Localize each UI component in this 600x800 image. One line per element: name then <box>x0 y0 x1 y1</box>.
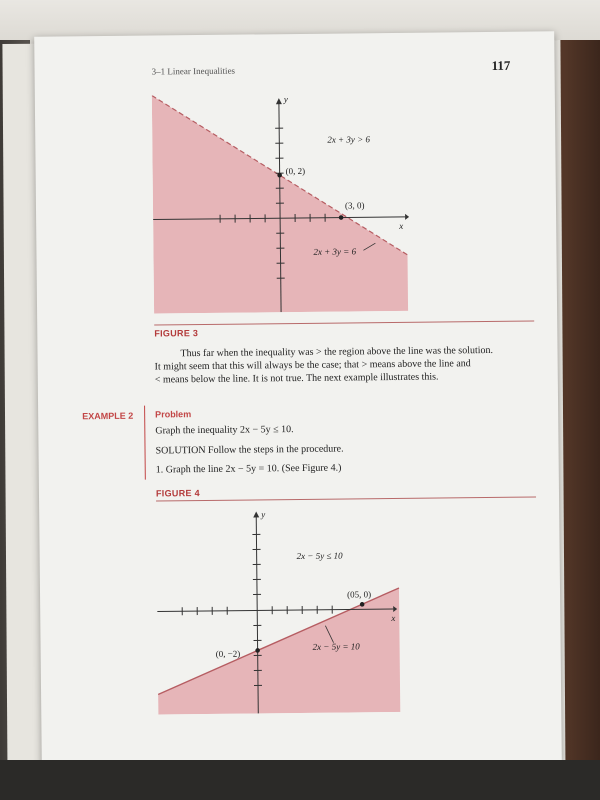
figure-3-point-b-label: (3, 0) <box>344 200 365 211</box>
figure-3-graph <box>152 93 410 314</box>
figure-4-caption: FIGURE 4 <box>155 488 200 499</box>
figure-4-point-b-label: (0, −2) <box>215 648 241 659</box>
figure-3-x-label: x <box>399 220 404 231</box>
figure-3-caption: FIGURE 3 <box>154 328 199 339</box>
paragraph-line-1: Thus far when the inequality was > the region above the line was the solution. <box>180 344 494 360</box>
paragraph <box>154 343 539 386</box>
example-label: EXAMPLE 2 <box>82 410 134 422</box>
background-bottom <box>0 760 600 800</box>
problem-title: Problem <box>155 409 192 420</box>
running-head: 3–1 Linear Inequalities <box>151 65 236 77</box>
book-page <box>34 31 562 766</box>
figure-4-inequality-label: 2x − 5y ≤ 10 <box>296 550 343 562</box>
figure-4-rule <box>156 497 536 502</box>
figure-4-y-arrow <box>253 511 259 517</box>
figure-3-rule <box>154 321 534 326</box>
example-bar <box>144 406 146 480</box>
paragraph-line-3: < means below the line. It is not true. The next example illustrates this. <box>154 371 439 386</box>
figure-4-line-label: 2x − 5y = 10 <box>312 641 360 652</box>
figure-3-y-label: y <box>283 94 288 105</box>
solution-text: SOLUTION Follow the steps in the procedure. <box>155 443 344 457</box>
page-number: 117 <box>491 57 511 73</box>
figure-3-x-arrow <box>405 214 409 220</box>
figure-3-point-a-label: (0, 2) <box>285 165 306 177</box>
figure-4-y-label: y <box>261 509 266 520</box>
figure-4-point-a-label: (05, 0) <box>346 589 372 600</box>
problem-statement: Graph the inequality 2x − 5y ≤ 10. <box>155 424 294 437</box>
figure-4-graph <box>156 508 406 715</box>
figure-4-shaded-region <box>157 588 400 715</box>
figure-4-x-label: x <box>391 612 396 624</box>
figure-3-inequality-label: 2x + 3y > 6 <box>327 134 370 145</box>
figure-3-y-arrow <box>276 98 282 104</box>
step-1-text: 1. Graph the line 2x − 5y = 10. (See Figure 4.) <box>155 462 342 476</box>
figure-3-line-label: 2x + 3y = 6 <box>313 246 357 257</box>
paragraph-line-2: It might seem that this will always be the case; that > means above the line and <box>154 358 471 373</box>
